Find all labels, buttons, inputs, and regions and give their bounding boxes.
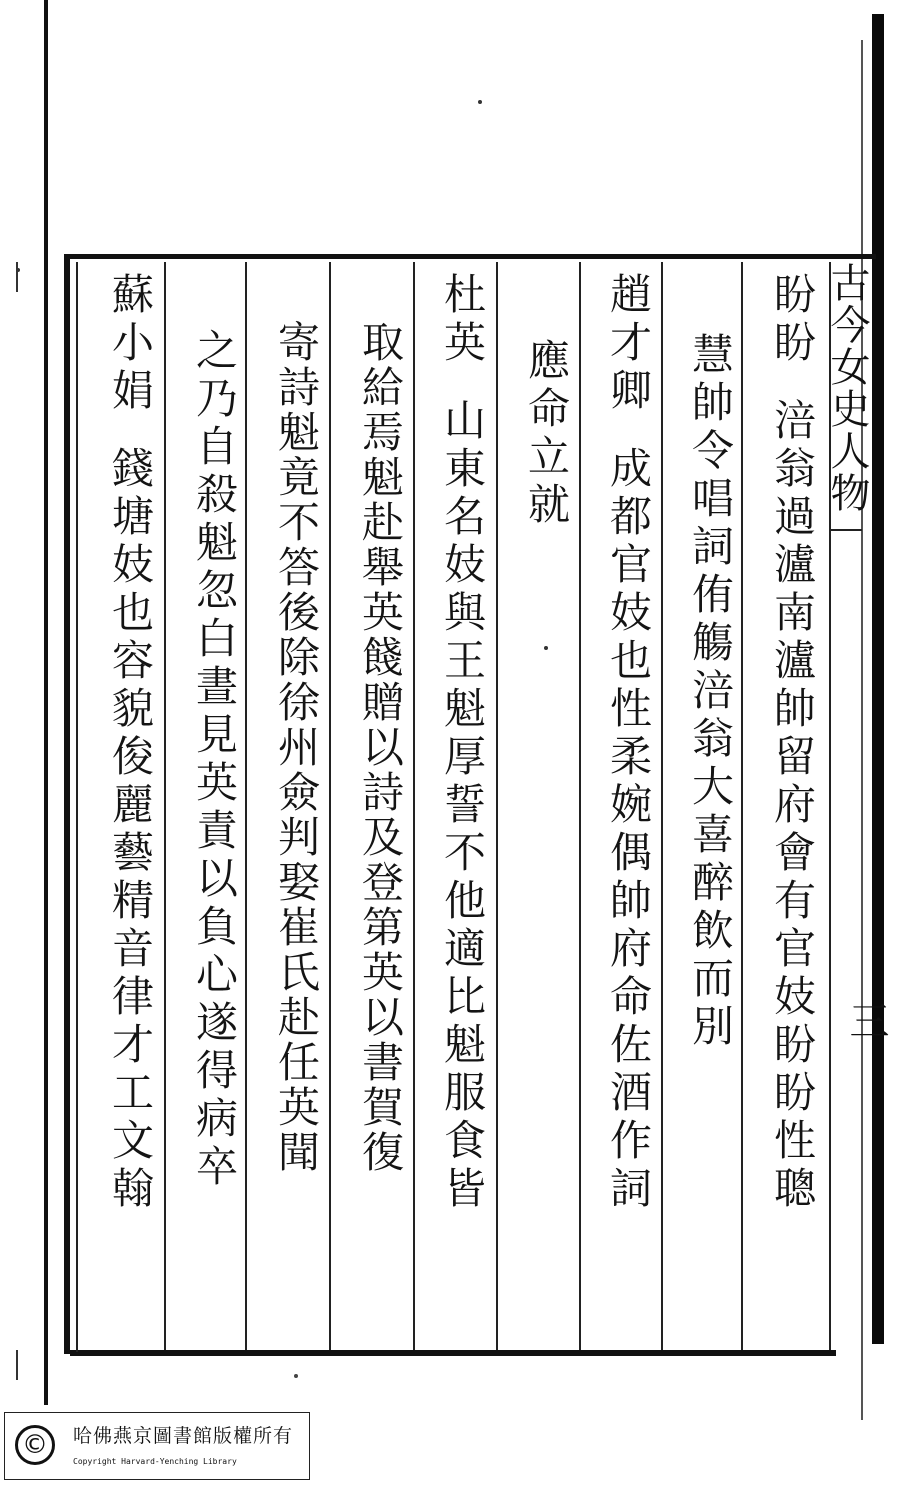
- entry-text: 取給焉魁赴舉英餞贈以詩及登第英以書賀復: [356, 320, 405, 1175]
- entry-name: 趙才卿: [604, 272, 653, 416]
- entry-text: 涪翁過瀘南瀘帥留府會有官妓盼盼性聰: [768, 398, 817, 1214]
- text-column: [598, 272, 658, 1352]
- copyright-stamp: [4, 1412, 310, 1480]
- entry-text: 之乃自殺魁忽白晝見英責以負心遂得病卒: [190, 328, 239, 1192]
- text-column: [184, 328, 244, 1408]
- entry-text: 慧帥令唱詞侑觴涪翁大喜醉飲而別: [686, 332, 735, 1052]
- text-column: [516, 338, 576, 1418]
- copyright-line-chinese: 哈佛燕京圖書館版權所有: [73, 1425, 294, 1447]
- copyright-line-english: Copyright Harvard-Yenching Library: [73, 1457, 237, 1466]
- entry-text: 山東名妓與王魁厚誓不他適比魁服食皆: [438, 398, 487, 1214]
- entry-text: 寄詩魁竟不答後除徐州僉判娶崔氏赴任英聞: [272, 320, 321, 1175]
- text-column: [680, 332, 740, 1412]
- entry-name: 蘇小娟: [106, 272, 155, 416]
- text-column: [100, 272, 160, 1352]
- book-header: [824, 262, 876, 702]
- entry-name: 杜英: [438, 272, 487, 368]
- leaf-number: 三: [843, 1000, 889, 1040]
- entry-text: 應命立就: [522, 338, 571, 530]
- entry-text: 成都官妓也性柔婉偶帥府命佐酒作詞: [604, 446, 653, 1214]
- book-title: 古今女史: [824, 262, 870, 430]
- text-column: [762, 272, 822, 1352]
- entry-name: 盼盼: [768, 272, 817, 368]
- entry-text: 錢塘妓也容貌俊麗藝精音律才工文翰: [106, 446, 155, 1214]
- book-section: 人物: [824, 430, 870, 514]
- text-column: [266, 320, 326, 1400]
- copyright-icon: ©: [15, 1425, 55, 1465]
- text-column: [432, 272, 492, 1352]
- text-column: [350, 320, 410, 1400]
